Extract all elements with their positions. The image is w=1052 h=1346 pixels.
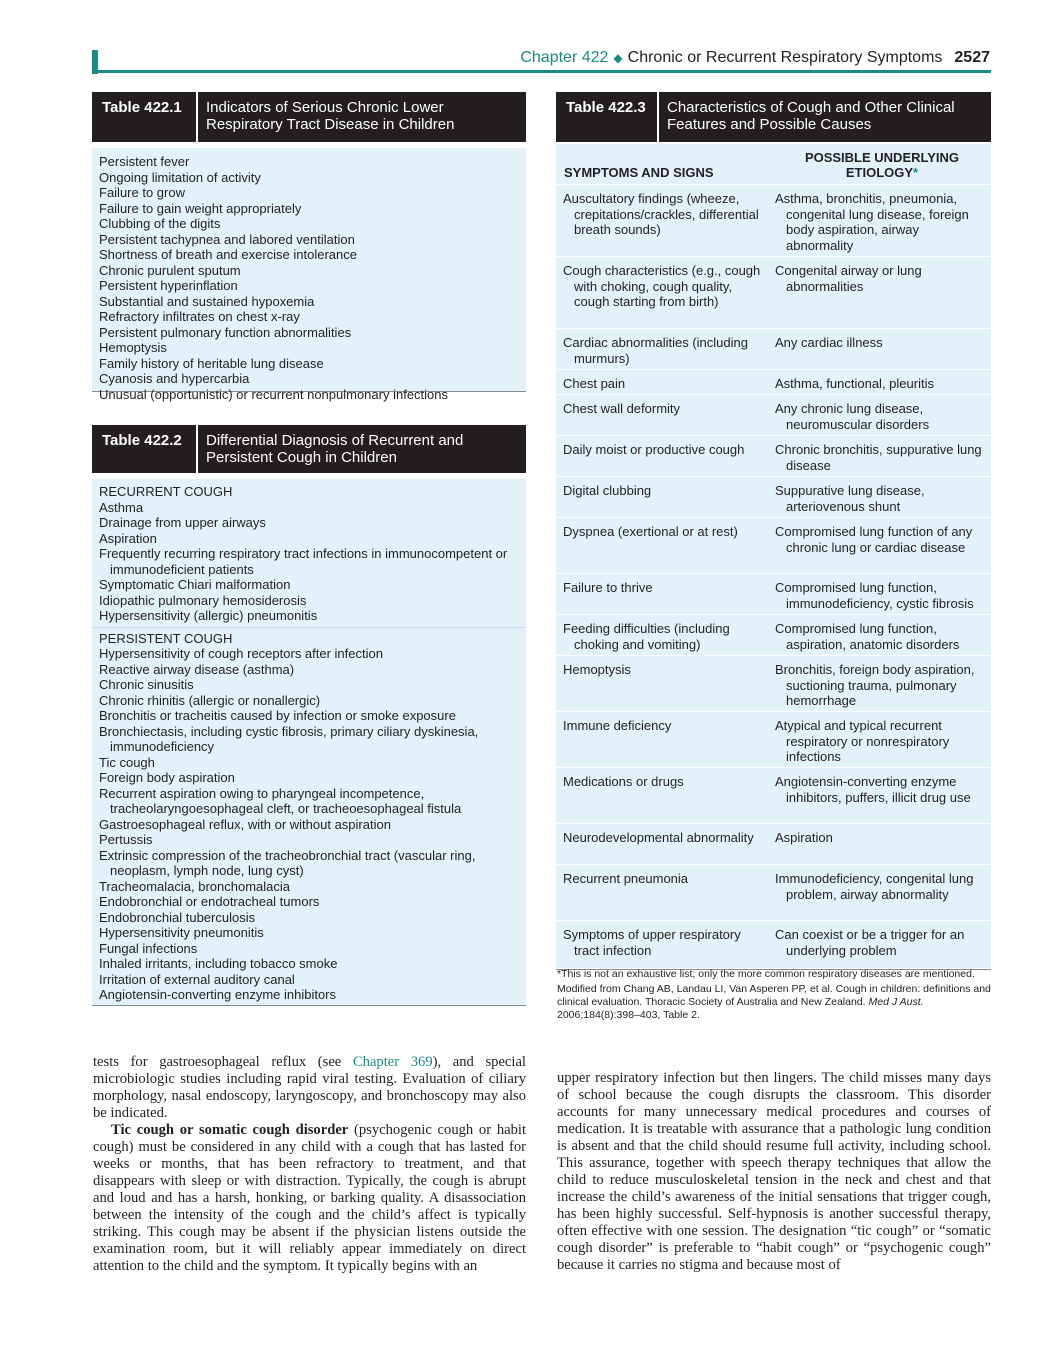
page-number: 2527 (954, 49, 990, 66)
table-header (92, 425, 526, 473)
list-item: Foreign body aspiration (99, 770, 235, 785)
list-item: Substantial and sustained hypoxemia (99, 293, 315, 309)
cell-symptom: Feeding difficulties (including choking and vomiting) (563, 621, 730, 652)
list-item: Persistent pulmonary function abnormalities (99, 324, 352, 340)
list-item: Idiopathic pulmonary hemosiderosis (99, 592, 307, 608)
list-item: Inhaled irritants, including tobacco smoke (99, 956, 338, 971)
list-item: Tracheomalacia, bronchomalacia (99, 878, 291, 894)
list-item: Persistent hyperinflation (99, 278, 238, 293)
cell-etiology: Aspiration (775, 830, 833, 845)
table-422-1 (92, 92, 526, 402)
table-body (92, 479, 526, 1006)
table-title-line: Differential Diagnosis of Recurrent and (206, 432, 464, 449)
table-body (92, 148, 526, 402)
source-journal: Med J Aust. (868, 996, 924, 1008)
table-422-3 (556, 92, 991, 970)
list-item: Asthma (99, 499, 144, 515)
cell-etiology: Any cardiac illness (775, 335, 883, 350)
column-header-text: ETIOLOGY (845, 165, 914, 180)
cell-etiology: Asthma, bronchitis, pneumonia, congenital lung disease, foreign body aspiration, airway abnormality (775, 191, 969, 253)
table-row (556, 370, 991, 395)
cell-symptom: Dyspnea (exertional or at rest) (563, 524, 738, 539)
cell-etiology: Chronic bronchitis, suppurative lung disease (775, 442, 982, 473)
cell-etiology: Compromised lung function, immunodeficiency, cystic fibrosis (775, 580, 974, 611)
running-header (520, 49, 990, 67)
table-title (198, 92, 454, 142)
list-item: Angiotensin-converting enzyme inhibitors (99, 987, 337, 1002)
persistent-cough-list (92, 646, 526, 1003)
cell-symptom: Chest wall deformity (563, 401, 681, 416)
cell-symptom: Medications or drugs (563, 774, 684, 789)
table-row (556, 395, 991, 436)
list-item: Failure to gain weight appropriately (99, 200, 302, 216)
table-row (556, 656, 991, 712)
cell-symptom: Recurrent pneumonia (563, 871, 689, 886)
recurrent-cough-list (92, 500, 526, 624)
text-run: (psychogenic cough or habit cough) must be considered in any child with a cough that has lasted for weeks or months, that has been refractory to treatment, and that disappears with sleep or with distraction. Typically, the cough is abrupt and loud and has a harsh, honking, or barking quality. A disassociation between the intensity of the cough and the child’s affect is typically striking. This cough may be absent if the physician listens outside the examination room, but it will reliably appear immediately on direct attention to the child and the symptom. It typically begins with an (93, 1122, 526, 1274)
list-item: Tic cough (99, 754, 155, 770)
table-title-line: Characteristics of Cough and Other Clinical (667, 99, 955, 116)
column-header-etiology (773, 144, 991, 184)
list-item: Chronic rhinitis (allergic or nonallergic) (99, 692, 321, 708)
table-row (556, 518, 991, 574)
header-rule (92, 70, 991, 73)
table-row (556, 768, 991, 824)
cell-etiology: Angiotensin-converting enzyme inhibitors, puffers, illicit drug use (775, 774, 971, 805)
list-item: Fungal infections (99, 940, 198, 956)
list-item: Irritation of external auditory canal (99, 971, 295, 987)
cell-etiology: Can coexist or be a trigger for an underlying problem (775, 927, 965, 958)
table-source (557, 983, 992, 1022)
persistent-cough-heading: PERSISTENT COUGH (99, 630, 233, 646)
column-header-line (773, 165, 991, 180)
table-row (556, 329, 991, 370)
list-item: Frequently recurring respiratory tract infections in immunocompetent or immunodeficient patients (99, 546, 508, 577)
chapter-label: Chapter 422 (520, 49, 609, 66)
list-item: Reactive airway disease (asthma) (99, 661, 295, 677)
table-row (556, 477, 991, 518)
list-item: Endobronchial or endotracheal tumors (99, 894, 320, 909)
list-item: Refractory infiltrates on chest x-ray (99, 309, 300, 324)
list-item: Bronchitis or tracheitis caused by infection or smoke exposure (99, 708, 456, 723)
table-body (556, 144, 991, 970)
list-item: Pertussis (99, 832, 153, 847)
list-item: Clubbing of the digits (99, 216, 221, 231)
footnote-marker: * (913, 165, 919, 180)
table-header (92, 92, 526, 142)
list-item: Hypersensitivity of cough receptors after infection (99, 646, 383, 661)
cell-etiology: Suppurative lung disease, arteriovenous shunt (775, 483, 925, 514)
list-item: Shortness of breath and exercise intolerance (99, 247, 357, 262)
chapter-369-link[interactable]: Chapter 369 (352, 1054, 433, 1070)
cell-symptom: Auscultatory findings (wheeze, crepitations/crackles, differential breath sounds) (563, 191, 759, 237)
cell-symptom: Digital clubbing (563, 483, 652, 498)
list-item: Hypersensitivity (allergic) pneumonitis (99, 608, 318, 623)
table-row (556, 865, 991, 921)
cell-symptom: Cardiac abnormalities (including murmurs) (563, 335, 748, 366)
table-row (556, 257, 991, 329)
list-item: Symptomatic Chiari malformation (99, 577, 291, 592)
table-title (659, 92, 955, 142)
list-item: Chronic purulent sputum (99, 262, 241, 278)
table-title-line: Respiratory Tract Disease in Children (206, 116, 455, 133)
list-item: Recurrent aspiration owing to pharyngeal incompetence, tracheolaryngoesophageal cleft, or tracheoesophageal fistula (99, 785, 462, 816)
chapter-title: Chronic or Recurrent Respiratory Symptoms (627, 49, 943, 66)
list-item: Family history of heritable lung disease (99, 355, 324, 371)
table-title-line: Features and Possible Causes (667, 116, 872, 133)
list-item: Chronic sinusitis (99, 677, 194, 692)
cell-etiology: Any chronic lung disease, neuromuscular disorders (775, 401, 930, 432)
table-row (556, 574, 991, 615)
list-item: Persistent tachypnea and labored ventilation (99, 231, 355, 247)
list-item: Unusual (opportunistic) or recurrent nonpulmonary infections (99, 386, 449, 402)
body-column-right (557, 1070, 991, 1274)
list-item: Endobronchial tuberculosis (99, 909, 256, 925)
cell-symptom: Neurodevelopmental abnormality (563, 830, 754, 845)
cell-symptom: Cough characteristics (e.g., cough with choking, cough quality, cough starting from birth) (563, 263, 761, 309)
column-header-symptoms: SYMPTOMS AND SIGNS (564, 165, 714, 180)
table-rows (556, 185, 991, 969)
cell-symptom: Chest pain (563, 376, 626, 391)
list-item: Failure to grow (99, 185, 185, 200)
table-row (556, 436, 991, 477)
list-item: Hemoptysis (99, 340, 167, 355)
table-row (556, 712, 991, 768)
table-header (556, 92, 991, 142)
cell-symptom: Hemoptysis (563, 662, 631, 677)
text-run: tests for gastroesophageal reflux (see (93, 1054, 353, 1070)
cell-etiology: Asthma, functional, pleuritis (775, 376, 934, 391)
cell-symptom: Failure to thrive (563, 580, 653, 595)
list-item: Ongoing limitation of activity (99, 169, 261, 185)
table-number: Table 422.3 (556, 92, 659, 142)
source-citation: 2006;184(8):398–403, Table 2. (557, 1009, 700, 1021)
list-item: Hypersensitivity pneumonitis (99, 925, 264, 940)
cell-etiology: Congenital airway or lung abnormalities (775, 263, 922, 294)
paragraph: upper respiratory infection but then lingers. The child misses many days of school because the cough disrupts the classroom. This disorder accounts for many unnecessary medical procedures and courses of medication. It is treatable with assurance that a pathologic lung condition is absent and that the child should resume full activity, including school. This assurance, together with speech therapy techniques that allow the child to reduce musculoskeletal tension in the neck and chest and that increase the child’s awareness of the initial sensations that trigger cough, has been highly successful. Self-hypnosis is another successful therapy, often effective with one session. The designation “tic cough” or “somatic cough disorder” is preferable to “habit cough” or “psychogenic cough” because it carries no stigma and because most of (557, 1070, 991, 1273)
cell-symptom: Symptoms of upper respiratory tract infection (563, 927, 741, 958)
list-item: Extrinsic compression of the tracheobronchial tract (vascular ring, neoplasm, lymph node, lung cyst) (99, 847, 476, 878)
table-title-line: Indicators of Serious Chronic Lower (206, 99, 444, 116)
recurrent-cough-heading: RECURRENT COUGH (99, 484, 233, 499)
text-run: ), and special microbiologic studies including rapid viral testing. Evaluation of ciliary morphology, nasal endoscopy, laryngoscopy, and bronchoscopy may also be indicated. (93, 1054, 526, 1121)
table-footnote: *This is not an exhaustive list; only the more common respiratory diseases are mentioned. (557, 968, 975, 980)
cell-etiology: Bronchitis, foreign body aspiration, suctioning trauma, pulmonary hemorrhage (775, 662, 975, 708)
table-row (556, 615, 991, 656)
column-header-line: POSSIBLE UNDERLYING (804, 150, 960, 165)
paragraph (93, 1122, 526, 1275)
list-item: Aspiration (99, 530, 157, 546)
table-row (556, 921, 991, 969)
paragraph (93, 1054, 526, 1122)
table-row (556, 824, 991, 865)
list-item: Persistent fever (99, 154, 190, 169)
body-column-left (93, 1054, 526, 1275)
diamond-separator-icon: ◆ (613, 51, 623, 65)
list-item: Drainage from upper airways (99, 515, 266, 530)
cell-etiology: Compromised lung function, aspiration, anatomic disorders (775, 621, 960, 652)
table-notes (557, 968, 992, 1022)
table-number: Table 422.2 (92, 425, 198, 473)
cell-symptom: Daily moist or productive cough (563, 442, 745, 457)
term-heading: Tic cough or somatic cough disorder (111, 1122, 349, 1138)
list-item: Cyanosis and hypercarbia (99, 371, 250, 386)
table-number: Table 422.1 (92, 92, 198, 142)
list-item: Gastroesophageal reflux, with or without aspiration (99, 816, 391, 832)
cell-etiology: Atypical and typical recurrent respiratory or nonrespiratory infections (775, 718, 950, 764)
table-title-line: Persistent Cough in Children (206, 449, 397, 466)
cell-etiology: Immunodeficiency, congenital lung problem, airway abnormality (775, 871, 974, 902)
table-422-2 (92, 425, 526, 1006)
section-divider (92, 627, 526, 628)
cell-symptom: Immune deficiency (563, 718, 672, 733)
list-item: Bronchiectasis, including cystic fibrosis, primary ciliary dyskinesia, immunodeficiency (99, 723, 479, 754)
cell-etiology: Compromised lung function of any chronic lung or cardiac disease (775, 524, 973, 555)
table-title (198, 425, 463, 473)
column-headers (556, 144, 991, 185)
source-text: Modified from Chang AB, Landau LI, Van Asperen PP, et al. Cough in children: definitions and clinical evaluation. Thoracic Society of Australia and New Zealand. (557, 983, 991, 1008)
table-row (556, 185, 991, 257)
